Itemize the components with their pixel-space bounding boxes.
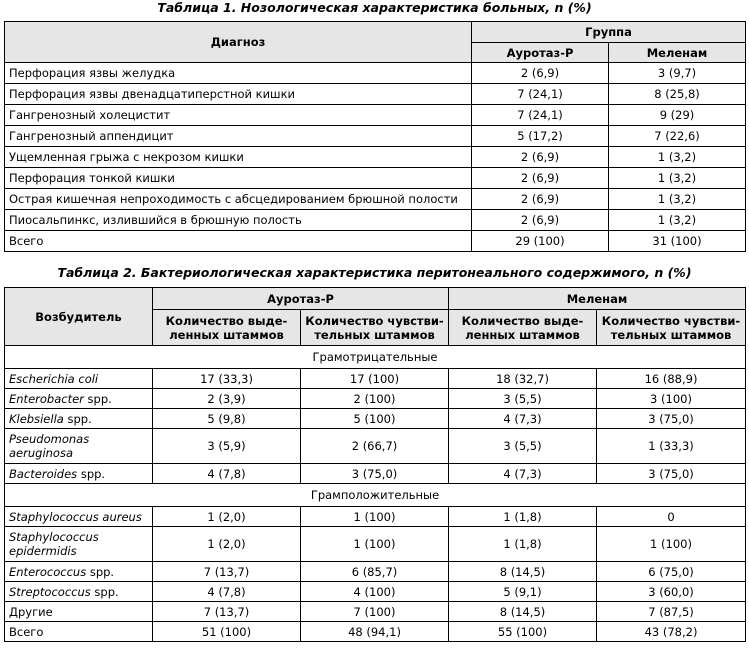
value-cell-a2: 1 (100) [301, 507, 449, 527]
aurotaz-value-cell: 2 (6,9) [472, 63, 609, 84]
value-cell-b1: 18 (32,7) [449, 369, 597, 389]
table-row [5, 602, 746, 622]
melenam-value-cell: 3 (9,7) [609, 63, 746, 84]
diagnosis-cell: Пиосальпинкс, излившийся в брюшную полость [5, 210, 472, 231]
aurotaz-value-cell: 5 (17,2) [472, 126, 609, 147]
group-aurotaz-header: Ауротаз-Р [153, 288, 449, 310]
pathogen-name-cell [5, 464, 153, 484]
table-row [5, 189, 746, 210]
value-cell-a1: 1 (2,0) [153, 527, 301, 562]
value-cell-b2: 6 (75,0) [597, 562, 746, 582]
value-cell-b2: 43 (78,2) [597, 622, 746, 642]
value-cell-b1: 8 (14,5) [449, 602, 597, 622]
value-cell-a1: 2 (3,9) [153, 389, 301, 409]
value-cell-b1: 5 (9,1) [449, 582, 597, 602]
value-cell-b1: 3 (5,5) [449, 429, 597, 464]
value-cell-a2: 17 (100) [301, 369, 449, 389]
section-gram-negative [5, 346, 746, 369]
table-row [5, 369, 746, 389]
pathogen-header: Возбудитель [5, 288, 153, 346]
value-cell-b2: 1 (33,3) [597, 429, 746, 464]
table-row [5, 464, 746, 484]
pathogen-name-cell [5, 602, 153, 622]
value-cell-a1: 51 (100) [153, 622, 301, 642]
diagnosis-header: Диагноз [5, 22, 472, 63]
diagnosis-cell: Ущемленная грыжа с некрозом кишки [5, 147, 472, 168]
value-cell-b1: 1 (1,8) [449, 507, 597, 527]
table-row [5, 210, 746, 231]
aurotaz-value-cell: 2 (6,9) [472, 168, 609, 189]
aurotaz-value-cell: 2 (6,9) [472, 189, 609, 210]
pathogen-name-cell [5, 369, 153, 389]
value-cell-a1: 1 (2,0) [153, 507, 301, 527]
value-cell-a2: 2 (100) [301, 389, 449, 409]
pathogen-suffix: Другие [9, 604, 53, 619]
diagnosis-cell: Гангренозный аппендицит [5, 126, 472, 147]
pathogen-suffix: spp. [83, 391, 112, 406]
diagnosis-cell: Перфорация тонкой кишки [5, 168, 472, 189]
table-row [5, 429, 746, 464]
table-row [5, 582, 746, 602]
pathogen-species: Staphylococcus aureus [9, 509, 142, 524]
value-cell-b1: 1 (1,8) [449, 527, 597, 562]
table-row [5, 562, 746, 582]
value-cell-b2: 3 (75,0) [597, 409, 746, 429]
pathogen-suffix: Всего [9, 624, 44, 639]
value-cell-a1: 4 (7,8) [153, 464, 301, 484]
value-cell-a1: 7 (13,7) [153, 602, 301, 622]
aurotaz-sensitive-header: Количество чувстви-тельных штаммов [301, 310, 449, 346]
pathogen-name-cell [5, 582, 153, 602]
group-header: Группа [472, 22, 746, 43]
section-gram-positive [5, 484, 746, 507]
value-cell-a1: 17 (33,3) [153, 369, 301, 389]
diagnosis-cell: Острая кишечная непроходимость с абсцедированием брюшной полости [5, 189, 472, 210]
pathogen-species: Bacteroides [9, 466, 78, 481]
aurotaz-isolated-header: Количество выде-ленных штаммов [153, 310, 301, 346]
pathogen-species: Pseudomonas aeruginosa [9, 432, 90, 460]
pathogen-name-cell [5, 429, 153, 464]
pathogen-species: Escherichia coli [9, 371, 99, 386]
pathogen-species: Enterobacter [9, 391, 84, 406]
pathogen-name-cell [5, 507, 153, 527]
value-cell-a2: 48 (94,1) [301, 622, 449, 642]
pathogen-name-cell [5, 562, 153, 582]
value-cell-b2: 3 (60,0) [597, 582, 746, 602]
melenam-isolated-header: Количество выде-ленных штаммов [449, 310, 597, 346]
value-cell-a1: 5 (9,8) [153, 409, 301, 429]
value-cell-a1: 3 (5,9) [153, 429, 301, 464]
value-cell-b2: 7 (87,5) [597, 602, 746, 622]
aurotaz-value-cell: 2 (6,9) [472, 210, 609, 231]
table-row [5, 105, 746, 126]
value-cell-a1: 4 (7,8) [153, 582, 301, 602]
pathogen-species: Streptococcus [9, 584, 91, 599]
table-row [5, 63, 746, 84]
table2-caption: Таблица 2. Бактериологическая характеристика перитонеального содержимого, n (%) [57, 265, 692, 280]
group-melenam-header: Меленам [449, 288, 746, 310]
pathogen-suffix: spp. [77, 466, 106, 481]
diagnosis-cell: Гангренозный холецистит [5, 105, 472, 126]
pathogen-species: Staphylococcus epidermidis [9, 530, 99, 558]
aurotaz-value-cell: 7 (24,1) [472, 105, 609, 126]
value-cell-a2: 5 (100) [301, 409, 449, 429]
value-cell-b1: 4 (7,3) [449, 409, 597, 429]
value-cell-a2: 7 (100) [301, 602, 449, 622]
bacteriology-table [4, 287, 746, 642]
value-cell-a2: 2 (66,7) [301, 429, 449, 464]
pathogen-species: Enterococcus [9, 564, 87, 579]
melenam-value-cell: 1 (3,2) [609, 168, 746, 189]
value-cell-a2: 4 (100) [301, 582, 449, 602]
melenam-sensitive-header: Количество чувстви-тельных штаммов [597, 310, 746, 346]
value-cell-a2: 6 (85,7) [301, 562, 449, 582]
melenam-value-cell: 1 (3,2) [609, 210, 746, 231]
value-cell-b2: 3 (75,0) [597, 464, 746, 484]
value-cell-b1: 4 (7,3) [449, 464, 597, 484]
value-cell-a1: 7 (13,7) [153, 562, 301, 582]
pathogen-suffix: spp. [90, 584, 119, 599]
value-cell-a2: 3 (75,0) [301, 464, 449, 484]
value-cell-b1: 8 (14,5) [449, 562, 597, 582]
table-row [5, 389, 746, 409]
melenam-value-cell: 1 (3,2) [609, 189, 746, 210]
table2-body [5, 346, 746, 642]
aurotaz-value-cell: 7 (24,1) [472, 84, 609, 105]
value-cell-b1: 55 (100) [449, 622, 597, 642]
melenam-value-cell: 7 (22,6) [609, 126, 746, 147]
table-row [5, 126, 746, 147]
table-row [5, 622, 746, 642]
table-row [5, 84, 746, 105]
pathogen-suffix: spp. [86, 564, 115, 579]
aurotaz-value-cell: 2 (6,9) [472, 147, 609, 168]
section-gram-positive-label: Грамположительные [5, 484, 746, 507]
pathogen-species: Klebsiella [9, 411, 64, 426]
melenam-value-cell: 31 (100) [609, 231, 746, 252]
section-gram-negative-label: Грамотрицательные [5, 346, 746, 369]
nosology-table [4, 21, 746, 252]
pathogen-name-cell [5, 389, 153, 409]
diagnosis-cell: Перфорация язвы двенадцатиперстной кишки [5, 84, 472, 105]
value-cell-a2: 1 (100) [301, 527, 449, 562]
pathogen-name-cell [5, 409, 153, 429]
table-row [5, 147, 746, 168]
table-row [5, 231, 746, 252]
table1-body [5, 63, 746, 252]
value-cell-b2: 3 (100) [597, 389, 746, 409]
table-row [5, 507, 746, 527]
col-melenam-header: Меленам [609, 43, 746, 63]
aurotaz-value-cell: 29 (100) [472, 231, 609, 252]
table-row [5, 409, 746, 429]
value-cell-b1: 3 (5,5) [449, 389, 597, 409]
pathogen-name-cell [5, 527, 153, 562]
col-aurotaz-header: Ауротаз-Р [472, 43, 609, 63]
table1-caption: Таблица 1. Нозологическая характеристика больных, n (%) [157, 0, 592, 15]
value-cell-b2: 16 (88,9) [597, 369, 746, 389]
melenam-value-cell: 9 (29) [609, 105, 746, 126]
pathogen-suffix: spp. [63, 411, 92, 426]
table-row [5, 168, 746, 189]
value-cell-b2: 1 (100) [597, 527, 746, 562]
pathogen-name-cell [5, 622, 153, 642]
value-cell-b2: 0 [597, 507, 746, 527]
melenam-value-cell: 1 (3,2) [609, 147, 746, 168]
diagnosis-cell: Всего [5, 231, 472, 252]
melenam-value-cell: 8 (25,8) [609, 84, 746, 105]
diagnosis-cell: Перфорация язвы желудка [5, 63, 472, 84]
table-row [5, 527, 746, 562]
